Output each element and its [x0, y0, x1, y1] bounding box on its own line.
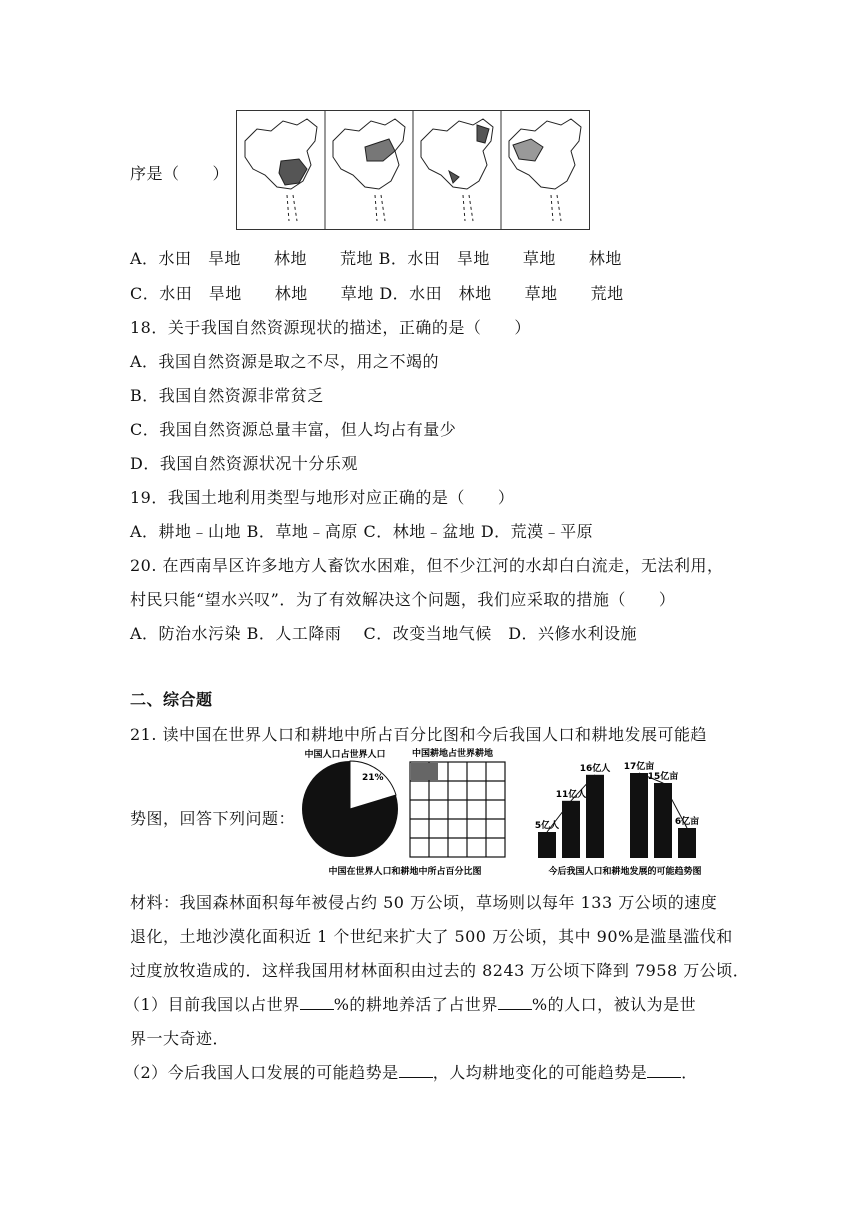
q20-line2: 村民只能“望水兴叹”．为了有效解决这个问题，我们应采取的措施（ ） — [130, 590, 676, 609]
landBars-bar-0 — [630, 773, 648, 858]
map-4-grassland — [509, 119, 581, 221]
q20-line1: 20. 在西南旱区许多地方人畜饮水困难，但不少江河的水却白白流走，无法利用， — [130, 556, 724, 575]
map-2-dryland — [333, 119, 405, 221]
material-line1: 材料：我国森林面积每年被侵占约 50 万公顷，草场则以每年 133 万公顷的速度 — [130, 893, 718, 912]
land-use-maps — [236, 110, 590, 230]
popBars-label-1: 11亿人 — [555, 789, 587, 800]
caption-right: 今后我国人口和耕地发展的可能趋势图 — [548, 867, 702, 877]
material-line2: 退化，土地沙漠化面积近 1 个世纪来扩大了 500 万公顷，其中 90%是滥垦滥伐和 — [130, 927, 733, 946]
q19-options: A．耕地﹣山地 B．草地﹣高原 C．林地﹣盆地 D．荒漠﹣平原 — [130, 522, 594, 541]
q18-option-b: B．我国自然资源非常贫乏 — [130, 386, 324, 405]
q17-options-cd: C．水田 旱地 林地 草地 D．水田 林地 草地 荒地 — [130, 284, 624, 303]
caption-left: 中国在世界人口和耕地中所占百分比图 — [328, 867, 482, 877]
map-3-forest — [421, 119, 493, 221]
q18-stem: 18．关于我国自然资源现状的描述，正确的是（ ） — [130, 318, 531, 337]
china-maps-figure — [237, 111, 589, 229]
landBars-bar-2 — [678, 828, 696, 858]
landBars-label-1: 15亿亩 — [647, 772, 679, 782]
pie-title: 中国人口占世界人口 — [304, 750, 386, 760]
q18-option-c: C．我国自然资源总量丰富，但人均占有量少 — [130, 420, 457, 439]
grid-title: 中国耕地占世界耕地 — [412, 749, 494, 759]
blank-3[interactable] — [399, 1063, 433, 1078]
q19-stem: 19．我国土地利用类型与地形对应正确的是（ ） — [130, 488, 515, 507]
landBars-label-0: 17亿亩 — [623, 762, 655, 772]
popBars-label-0: 5亿人 — [534, 821, 560, 831]
q20-options: A．防治水污染 B．人工降雨 C．改变当地气候 D．兴修水利设施 — [130, 624, 638, 643]
q21-line2: 势图，回答下列问题： — [130, 809, 296, 828]
material-line3: 过度放牧造成的．这样我国用材林面积由过去的 8243 万公顷下降到 7958 万公顷． — [130, 961, 750, 980]
q21-sub1-cont: 界一大奇迹． — [130, 1029, 230, 1048]
blank-4[interactable] — [647, 1063, 681, 1078]
map-1-paddy — [245, 119, 317, 221]
popBars-label-2: 16亿人 — [579, 763, 611, 774]
q21-sub2: （2）今后我国人口发展的可能趋势是 ，人均耕地变化的可能趋势是 ． — [124, 1063, 698, 1082]
q17-stem-tail: 序是（ ） — [130, 164, 230, 183]
q18-option-d: D．我国自然资源状况十分乐观 — [130, 454, 358, 473]
pie-value-label: 21% — [362, 773, 384, 783]
cropland-bars — [624, 760, 699, 858]
q17-options-ab: A．水田 旱地 林地 荒地 B．水田 旱地 草地 林地 — [130, 249, 622, 268]
blank-2[interactable] — [498, 995, 532, 1010]
q21-sub1: （1）目前我国以占世界 %的耕地养活了占世界 %的人口，被认为是世 — [124, 995, 697, 1014]
popBars-bar-0 — [538, 832, 556, 858]
q21-figure — [300, 746, 730, 881]
population-bars — [535, 762, 610, 858]
blank-1[interactable] — [300, 995, 334, 1010]
section-title: 二、综合题 — [130, 690, 213, 709]
grid-shaded-cell — [411, 763, 438, 780]
q21-line1: 21. 读中国在世界人口和耕地中所占百分比图和今后我国人口和耕地发展可能趋 — [130, 725, 708, 744]
q21-charts-svg — [300, 746, 730, 881]
q18-option-a: A．我国自然资源是取之不尽，用之不竭的 — [130, 352, 440, 371]
popBars-bar-2 — [586, 775, 604, 858]
landBars-label-2: 6亿亩 — [674, 817, 700, 827]
